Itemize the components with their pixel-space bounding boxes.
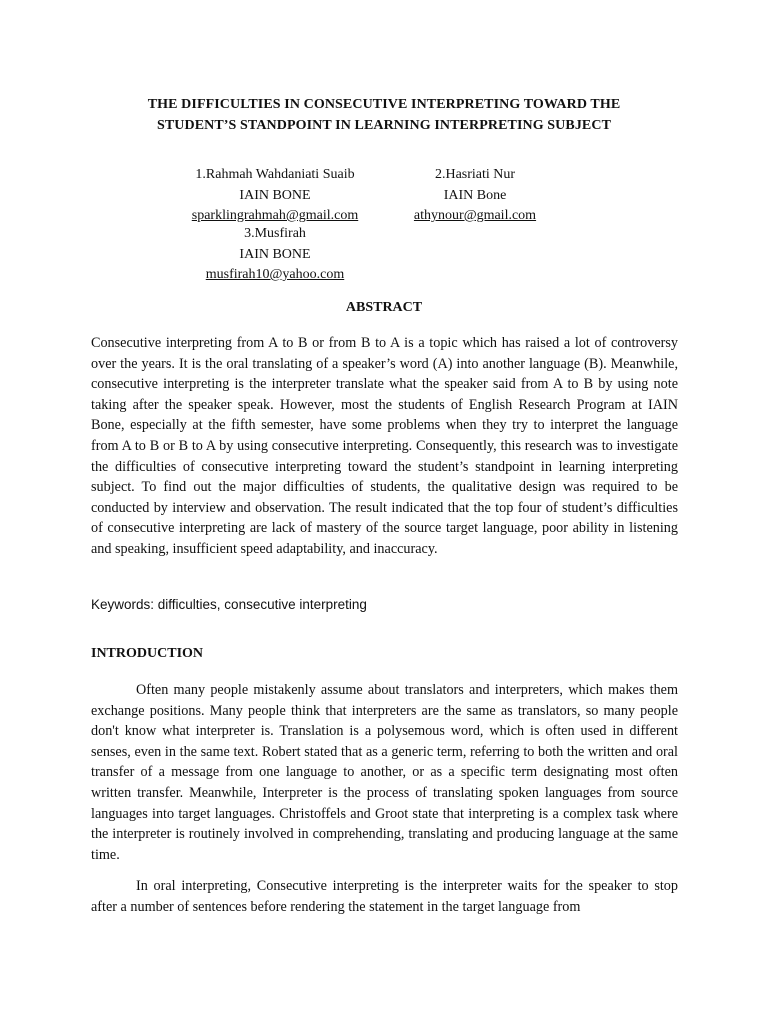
author-affiliation: IAIN BONE	[239, 246, 311, 262]
author-block-1	[170, 165, 380, 227]
introduction-heading: INTRODUCTION	[91, 646, 204, 661]
author-affiliation: IAIN BONE	[239, 187, 311, 203]
author-email-link[interactable]: sparklingrahmah@gmail.com	[191, 208, 359, 223]
author-name: 2.Hasriati Nur	[434, 167, 516, 182]
paper-title	[60, 94, 708, 136]
author-block-3	[170, 224, 380, 286]
abstract-heading: ABSTRACT	[345, 300, 423, 315]
title-line-1: THE DIFFICULTIES IN CONSECUTIVE INTERPRETING TOWARD THE	[147, 97, 621, 112]
author-email-link[interactable]: athynour@gmail.com	[413, 208, 537, 223]
author-block-2	[370, 165, 580, 227]
abstract-body: Consecutive interpreting from A to B or from B to A is a topic which has raised a lot of controversy over the years. It is the oral translating of a speaker’s word (A) into another language (B). Meanwhile, consecutive interpreting is the interpreter translate what the speaker said from A to B by using note taking after the speaker speak. However, most the students of English Research Program at IAIN Bone, especially at the fifth semester, have some problems when they try to interpret the language from A to B or B to A by using consecutive interpreting. Consequently, this research was to investigate the difficulties of consecutive interpreting toward the student’s standpoint in learning interpreting subject. To find out the major difficulties of students, the qualitative design was required to be conducted by interview and observation. The result indicated that the top four of student’s difficulties of consecutive interpreting are lack of mastery of the source target language, poor ability in listening and speaking, insufficient speed adaptability, and inaccuracy.	[91, 335, 678, 557]
author-email-link[interactable]: musfirah10@yahoo.com	[205, 267, 345, 282]
author-name: 1.Rahmah Wahdaniati Suaib	[195, 167, 355, 182]
author-name: 3.Musfirah	[244, 226, 306, 241]
keywords: Keywords: difficulties, consecutive interpreting	[91, 597, 367, 612]
title-line-2: STUDENT’S STANDPOINT IN LEARNING INTERPRETING SUBJECT	[156, 118, 612, 133]
introduction-paragraph-2: In oral interpreting, Consecutive interpreting is the interpreter waits for the speaker to stop after a number of sentences before rendering the statement in the target language from	[91, 878, 678, 915]
author-affiliation: IAIN Bone	[443, 187, 507, 203]
introduction-paragraph-1: Often many people mistakenly assume about translators and interpreters, which makes them exchange positions. Many people think that interpreters are the same as translators, so many people don't know what interpreter is. Translation is a polysemous word, which is often used in different senses, even in the same text. Robert stated that as a generic term, referring to both the written and oral transfer of a message from one language to another, or as a specific term designating most often written transfer. Meanwhile, Interpreter is the process of translating spoken languages from source languages into target languages. Christoffels and Groot state that interpreting is a complex task where the interpreter is routinely involved in comprehending, translating and producing language at the same time.	[91, 682, 678, 863]
